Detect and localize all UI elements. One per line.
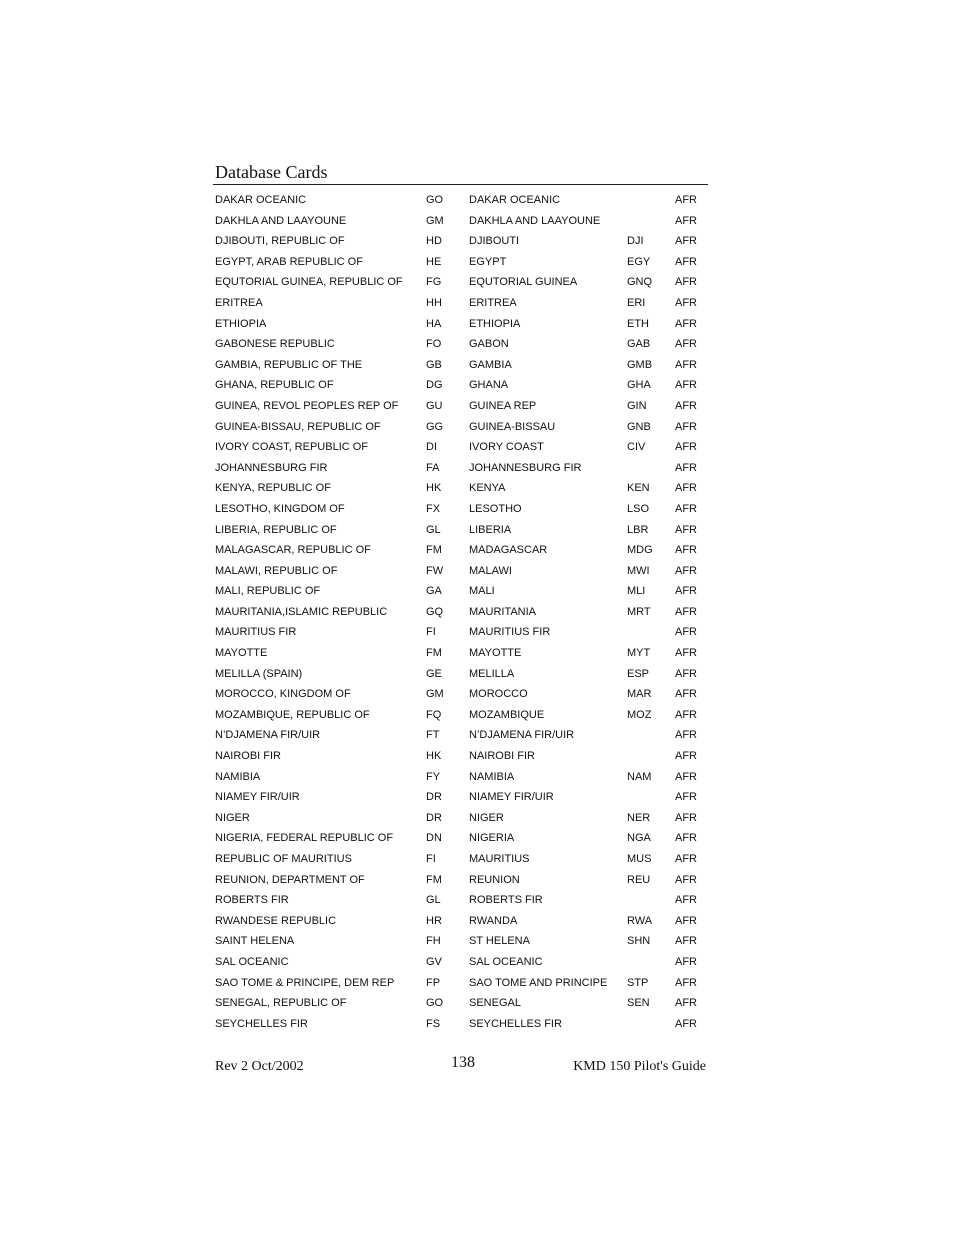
page-number: 138 xyxy=(451,1054,475,1071)
country-name-cell: RWANDESE REPUBLIC xyxy=(215,914,337,927)
table-row xyxy=(215,375,705,396)
region-cell: AFR xyxy=(675,647,697,660)
region-cell: AFR xyxy=(675,564,697,577)
region-cell: AFR xyxy=(675,317,697,330)
country-name-cell: ERITREA xyxy=(215,296,263,309)
icao-prefix-cell: GL xyxy=(426,894,441,907)
table-row xyxy=(215,787,705,808)
icao-prefix-cell: FQ xyxy=(426,708,442,721)
icao-prefix-cell: GO xyxy=(426,997,444,1010)
icao-prefix-cell: GG xyxy=(426,420,444,433)
short-name-cell: MADAGASCAR xyxy=(469,544,548,557)
country-name-cell: NIAMEY FIR/UIR xyxy=(215,791,300,804)
iso-code-cell: NAM xyxy=(627,770,652,783)
table-row xyxy=(215,973,705,994)
country-name-cell: NAIROBI FIR xyxy=(215,750,282,763)
region-cell: AFR xyxy=(675,544,697,557)
country-name-cell: MALI, REPUBLIC OF xyxy=(215,585,321,598)
region-cell: AFR xyxy=(675,276,697,289)
country-name-cell: JOHANNESBURG FIR xyxy=(215,461,328,474)
icao-prefix-cell: GA xyxy=(426,585,442,598)
short-name-cell: LESOTHO xyxy=(469,502,522,515)
region-cell: AFR xyxy=(675,502,697,515)
table-row xyxy=(215,478,705,499)
iso-code-cell: NER xyxy=(627,811,651,824)
icao-prefix-cell: FY xyxy=(426,770,441,783)
short-name-cell: SEYCHELLES FIR xyxy=(469,1017,562,1030)
region-cell: AFR xyxy=(675,194,697,206)
iso-code-cell: GHA xyxy=(627,379,651,392)
table-row xyxy=(215,458,705,479)
region-cell: AFR xyxy=(675,914,697,927)
region-cell: AFR xyxy=(675,997,697,1010)
short-name-cell: GAMBIA xyxy=(469,358,512,371)
region-cell: AFR xyxy=(675,750,697,763)
country-name-cell: MALAGASCAR, REPUBLIC OF xyxy=(215,544,371,557)
iso-code-cell: EGY xyxy=(627,255,651,268)
short-name-cell: NIGER xyxy=(469,811,504,824)
country-name-cell: NIGER xyxy=(215,811,250,824)
short-name-cell: MALI xyxy=(469,585,495,598)
country-name-cell: SAO TOME & PRINCIPE, DEM REP xyxy=(215,976,395,989)
country-name-cell: MALAWI, REPUBLIC OF xyxy=(215,564,338,577)
table-row xyxy=(215,622,705,643)
table-row xyxy=(215,1014,705,1035)
country-name-cell: MOZAMBIQUE, REPUBLIC OF xyxy=(215,708,370,721)
short-name-cell: MAURITIUS FIR xyxy=(469,626,551,639)
icao-prefix-cell: GU xyxy=(426,399,443,412)
region-cell: AFR xyxy=(675,399,697,412)
icao-prefix-cell: GM xyxy=(426,688,444,701)
icao-prefix-cell: GE xyxy=(426,667,442,680)
short-name-cell: REUNION xyxy=(469,873,520,886)
short-name-cell: JOHANNESBURG FIR xyxy=(469,461,582,474)
region-cell: AFR xyxy=(675,605,697,618)
iso-code-cell: MLI xyxy=(627,585,646,598)
icao-prefix-cell: HE xyxy=(426,255,442,268)
iso-code-cell: SEN xyxy=(627,997,650,1010)
short-name-cell: MELILLA xyxy=(469,667,515,680)
icao-prefix-cell: FM xyxy=(426,647,442,660)
iso-code-cell: MRT xyxy=(627,605,651,618)
iso-code-cell: MOZ xyxy=(627,708,652,721)
database-table xyxy=(215,190,705,1034)
short-name-cell: ST HELENA xyxy=(469,935,530,948)
short-name-cell: GABON xyxy=(469,338,509,351)
country-name-cell: LIBERIA, REPUBLIC OF xyxy=(215,523,337,536)
table-row xyxy=(215,828,705,849)
region-cell: AFR xyxy=(675,358,697,371)
table-row xyxy=(215,561,705,582)
iso-code-cell: NGA xyxy=(627,832,651,845)
icao-prefix-cell: FH xyxy=(426,935,441,948)
region-cell: AFR xyxy=(675,811,697,824)
icao-prefix-cell: DR xyxy=(426,791,442,804)
icao-prefix-cell: FX xyxy=(426,502,441,515)
region-cell: AFR xyxy=(675,296,697,309)
table-row xyxy=(215,705,705,726)
icao-prefix-cell: HH xyxy=(426,296,442,309)
country-name-cell: N’DJAMENA FIR/UIR xyxy=(215,729,321,742)
region-cell: AFR xyxy=(675,461,697,474)
icao-prefix-cell: FW xyxy=(426,564,444,577)
icao-prefix-cell: FT xyxy=(426,729,440,742)
iso-code-cell: GMB xyxy=(627,358,653,371)
icao-prefix-cell: FI xyxy=(426,853,436,865)
region-cell: AFR xyxy=(675,955,697,968)
icao-prefix-cell: HA xyxy=(426,317,442,330)
table-row xyxy=(215,725,705,746)
icao-prefix-cell: HK xyxy=(426,482,442,495)
region-cell: AFR xyxy=(675,832,697,845)
region-cell: AFR xyxy=(675,379,697,392)
region-cell: AFR xyxy=(675,626,697,639)
icao-prefix-cell: DR xyxy=(426,811,442,824)
table-row xyxy=(215,664,705,685)
short-name-cell: MOZAMBIQUE xyxy=(469,708,545,721)
region-cell: AFR xyxy=(675,255,697,268)
country-name-cell: DAKHLA AND LAAYOUNE xyxy=(215,214,347,227)
iso-code-cell: GNB xyxy=(627,420,651,433)
short-name-cell: ETHIOPIA xyxy=(469,317,521,330)
iso-code-cell: ESP xyxy=(627,667,650,680)
icao-prefix-cell: DI xyxy=(426,441,437,454)
icao-prefix-cell: GV xyxy=(426,955,442,968)
short-name-cell: IVORY COAST xyxy=(469,441,544,454)
iso-code-cell: MAR xyxy=(627,688,652,701)
icao-prefix-cell: GB xyxy=(426,358,442,371)
country-name-cell: GABONESE REPUBLIC xyxy=(215,338,335,351)
country-name-cell: REPUBLIC OF MAURITIUS xyxy=(215,853,352,865)
table-row xyxy=(215,808,705,829)
table-row xyxy=(215,931,705,952)
region-cell: AFR xyxy=(675,214,697,227)
table-row xyxy=(215,602,705,623)
region-cell: AFR xyxy=(675,853,697,865)
icao-prefix-cell: GL xyxy=(426,523,441,536)
revision-label: Rev 2 Oct/2002 xyxy=(215,1059,304,1074)
short-name-cell: MAURITANIA xyxy=(469,605,537,618)
table-row xyxy=(215,293,705,314)
iso-code-cell: MYT xyxy=(627,647,651,660)
iso-code-cell: MDG xyxy=(627,544,653,557)
region-cell: AFR xyxy=(675,770,697,783)
table-row xyxy=(215,581,705,602)
iso-code-cell: DJI xyxy=(627,235,644,248)
country-name-cell: DJIBOUTI, REPUBLIC OF xyxy=(215,235,345,248)
icao-prefix-cell: DN xyxy=(426,832,442,845)
table-row xyxy=(215,396,705,417)
country-name-cell: MOROCCO, KINGDOM OF xyxy=(215,688,351,701)
country-name-cell: REUNION, DEPARTMENT OF xyxy=(215,873,365,886)
short-name-cell: ERITREA xyxy=(469,296,517,309)
table-row xyxy=(215,231,705,252)
region-cell: AFR xyxy=(675,482,697,495)
country-name-cell: IVORY COAST, REPUBLIC OF xyxy=(215,441,369,454)
table-row xyxy=(215,334,705,355)
table-row xyxy=(215,190,705,211)
country-name-cell: GUINEA, REVOL PEOPLES REP OF xyxy=(215,399,399,412)
table-row xyxy=(215,952,705,973)
icao-prefix-cell: DG xyxy=(426,379,443,392)
table-row xyxy=(215,890,705,911)
country-name-cell: GUINEA-BISSAU, REPUBLIC OF xyxy=(215,420,381,433)
table-row xyxy=(215,499,705,520)
iso-code-cell: GIN xyxy=(627,399,647,412)
short-name-cell: NIAMEY FIR/UIR xyxy=(469,791,554,804)
icao-prefix-cell: FO xyxy=(426,338,442,351)
icao-prefix-cell: HK xyxy=(426,750,442,763)
country-name-cell: SAL OCEANIC xyxy=(215,955,289,968)
short-name-cell: MALAWI xyxy=(469,564,512,577)
table-row xyxy=(215,211,705,232)
short-name-cell: MAYOTTE xyxy=(469,647,522,660)
country-name-cell: GHANA, REPUBLIC OF xyxy=(215,379,334,392)
table-row xyxy=(215,272,705,293)
short-name-cell: SAO TOME AND PRINCIPE xyxy=(469,976,608,989)
icao-prefix-cell: FP xyxy=(426,976,441,989)
country-name-cell: NIGERIA, FEDERAL REPUBLIC OF xyxy=(215,832,394,845)
table-row xyxy=(215,849,705,870)
region-cell: AFR xyxy=(675,729,697,742)
table-row xyxy=(215,746,705,767)
country-name-cell: ETHIOPIA xyxy=(215,317,267,330)
iso-code-cell: SHN xyxy=(627,935,651,948)
region-cell: AFR xyxy=(675,894,697,907)
country-name-cell: SEYCHELLES FIR xyxy=(215,1017,308,1030)
short-name-cell: DJIBOUTI xyxy=(469,235,520,248)
short-name-cell: ROBERTS FIR xyxy=(469,894,543,907)
region-cell: AFR xyxy=(675,667,697,680)
icao-prefix-cell: GM xyxy=(426,214,444,227)
icao-prefix-cell: HR xyxy=(426,914,442,927)
iso-code-cell: RWA xyxy=(627,914,653,927)
guide-title: KMD 150 Pilot's Guide xyxy=(573,1059,706,1074)
icao-prefix-cell: GQ xyxy=(426,605,444,618)
table-row xyxy=(215,870,705,891)
short-name-cell: N’DJAMENA FIR/UIR xyxy=(469,729,575,742)
region-cell: AFR xyxy=(675,1017,697,1030)
icao-prefix-cell: FA xyxy=(426,461,440,474)
country-name-cell: MAURITIUS FIR xyxy=(215,626,297,639)
table-row xyxy=(215,520,705,541)
icao-prefix-cell: FM xyxy=(426,544,442,557)
region-cell: AFR xyxy=(675,585,697,598)
country-name-cell: MAURITANIA,ISLAMIC REPUBLIC xyxy=(215,605,388,618)
short-name-cell: NAIROBI FIR xyxy=(469,750,536,763)
country-name-cell: GAMBIA, REPUBLIC OF THE xyxy=(215,358,363,371)
region-cell: AFR xyxy=(675,235,697,248)
short-name-cell: LIBERIA xyxy=(469,523,512,536)
region-cell: AFR xyxy=(675,935,697,948)
country-name-cell: KENYA, REPUBLIC OF xyxy=(215,482,331,495)
short-name-cell: SAL OCEANIC xyxy=(469,955,543,968)
short-name-cell: SENEGAL xyxy=(469,997,521,1010)
country-name-cell: ROBERTS FIR xyxy=(215,894,289,907)
table-row xyxy=(215,684,705,705)
region-cell: AFR xyxy=(675,976,697,989)
table-row xyxy=(215,643,705,664)
short-name-cell: EGYPT xyxy=(469,255,507,268)
short-name-cell: RWANDA xyxy=(469,914,518,927)
country-name-cell: NAMIBIA xyxy=(215,770,261,783)
short-name-cell: GUINEA-BISSAU xyxy=(469,420,556,433)
short-name-cell: DAKAR OCEANIC xyxy=(469,194,561,206)
region-cell: AFR xyxy=(675,791,697,804)
region-cell: AFR xyxy=(675,441,697,454)
country-name-cell: DAKAR OCEANIC xyxy=(215,194,307,206)
table-row xyxy=(215,540,705,561)
country-name-cell: MAYOTTE xyxy=(215,647,268,660)
country-name-cell: EGYPT, ARAB REPUBLIC OF xyxy=(215,255,363,268)
short-name-cell: GHANA xyxy=(469,379,509,392)
country-name-cell: EQUTORIAL GUINEA, REPUBLIC OF xyxy=(215,276,403,289)
iso-code-cell: GAB xyxy=(627,338,651,351)
page-title: Database Cards xyxy=(215,162,328,182)
country-name-cell: LESOTHO, KINGDOM OF xyxy=(215,502,345,515)
table-row xyxy=(215,911,705,932)
iso-code-cell: ETH xyxy=(627,317,649,330)
short-name-cell: EQUTORIAL GUINEA xyxy=(469,276,578,289)
iso-code-cell: MWI xyxy=(627,564,650,577)
country-name-cell: SENEGAL, REPUBLIC OF xyxy=(215,997,347,1010)
short-name-cell: KENYA xyxy=(469,482,506,495)
short-name-cell: NAMIBIA xyxy=(469,770,515,783)
region-cell: AFR xyxy=(675,708,697,721)
icao-prefix-cell: FM xyxy=(426,873,442,886)
region-cell: AFR xyxy=(675,523,697,536)
icao-prefix-cell: GO xyxy=(426,194,444,206)
iso-code-cell: STP xyxy=(627,976,649,989)
region-cell: AFR xyxy=(675,688,697,701)
short-name-cell: NIGERIA xyxy=(469,832,515,845)
short-name-cell: MAURITIUS xyxy=(469,853,530,865)
iso-code-cell: KEN xyxy=(627,482,650,495)
iso-code-cell: ERI xyxy=(627,296,646,309)
iso-code-cell: REU xyxy=(627,873,651,886)
iso-code-cell: LSO xyxy=(627,502,650,515)
table-row xyxy=(215,767,705,788)
iso-code-cell: GNQ xyxy=(627,276,653,289)
table-row xyxy=(215,417,705,438)
region-cell: AFR xyxy=(675,873,697,886)
icao-prefix-cell: HD xyxy=(426,235,442,248)
short-name-cell: MOROCCO xyxy=(469,688,528,701)
table-row xyxy=(215,993,705,1014)
table-row xyxy=(215,252,705,273)
title-divider xyxy=(213,184,708,185)
icao-prefix-cell: FS xyxy=(426,1017,441,1030)
table-row xyxy=(215,437,705,458)
table-row xyxy=(215,355,705,376)
iso-code-cell: MUS xyxy=(627,853,652,865)
region-cell: AFR xyxy=(675,338,697,351)
table-row xyxy=(215,314,705,335)
icao-prefix-cell: FG xyxy=(426,276,442,289)
icao-prefix-cell: FI xyxy=(426,626,436,639)
short-name-cell: DAKHLA AND LAAYOUNE xyxy=(469,214,601,227)
iso-code-cell: CIV xyxy=(627,441,646,454)
country-name-cell: MELILLA (SPAIN) xyxy=(215,667,303,680)
short-name-cell: GUINEA REP xyxy=(469,399,537,412)
country-name-cell: SAINT HELENA xyxy=(215,935,295,948)
iso-code-cell: LBR xyxy=(627,523,649,536)
region-cell: AFR xyxy=(675,420,697,433)
